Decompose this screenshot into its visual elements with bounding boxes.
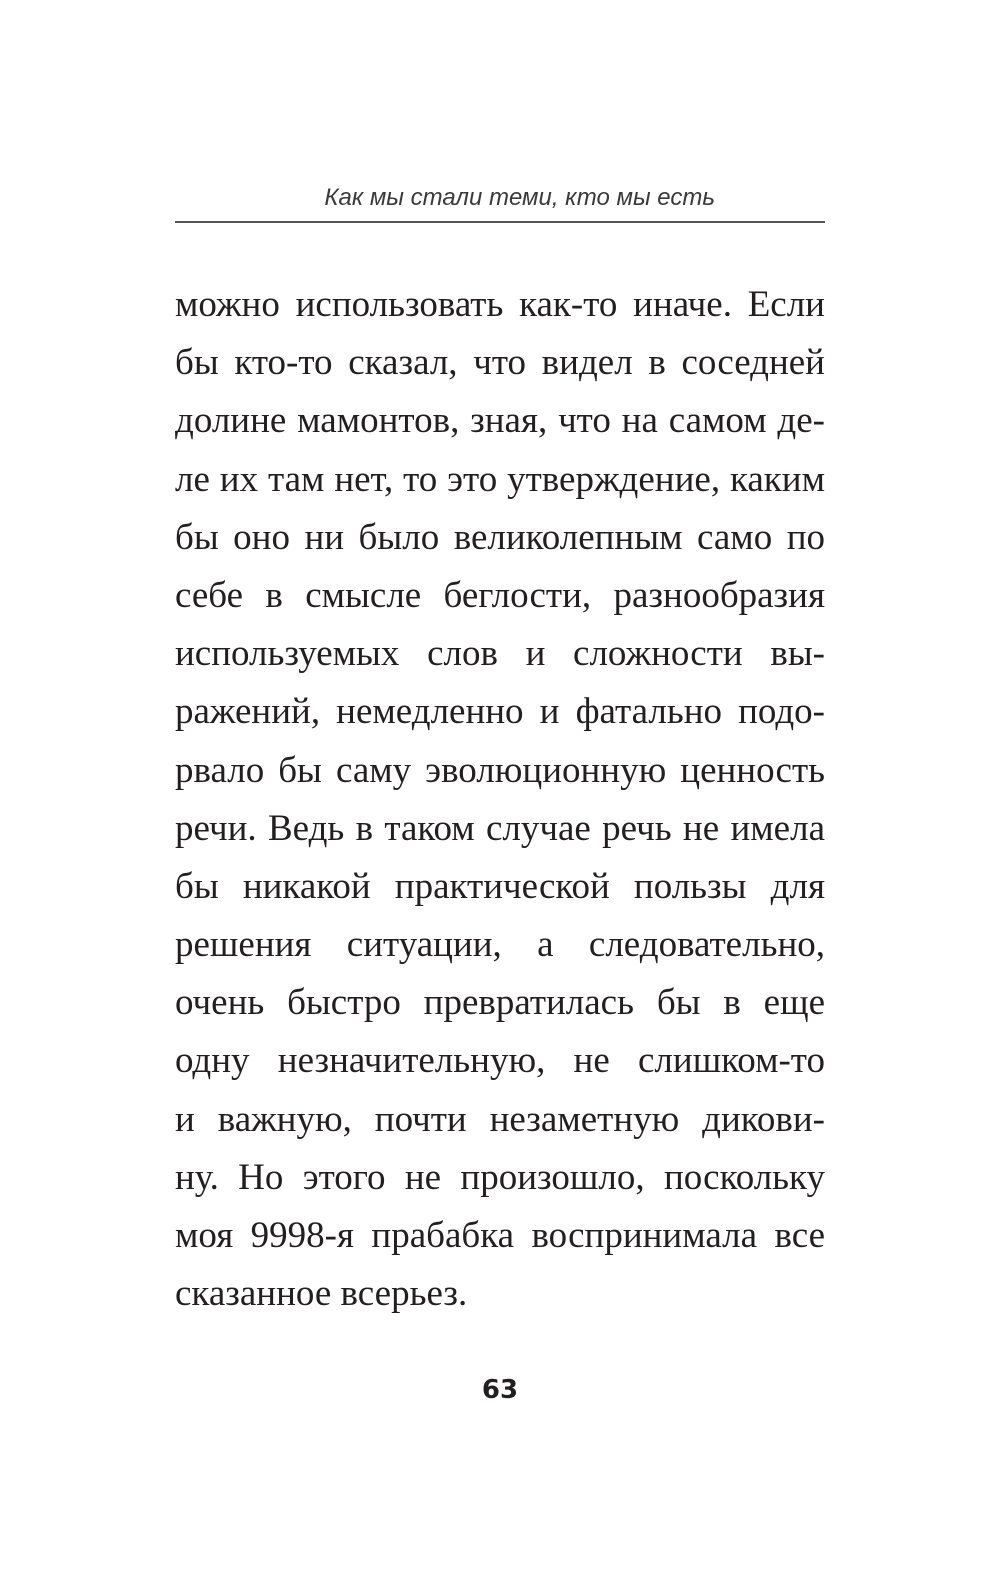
body-line: ну. Но этого не произошло, поскольку	[175, 1156, 825, 1198]
body-line: очень быстро превратилась бы в еще	[175, 982, 825, 1024]
body-line: одну незначительную, не слишком-то	[175, 1040, 825, 1082]
body-line: себе в смысле беглости, разнообразия	[175, 574, 825, 616]
body-line: сказанное всерьез.	[175, 1273, 468, 1315]
body-line: ражений, немедленно и фатально подо-	[175, 691, 825, 733]
header-rule	[175, 221, 825, 223]
body-line: ле их там нет, то это утверждение, каким	[175, 458, 825, 500]
running-header: Как мы стали теми, кто мы есть	[324, 184, 715, 211]
body-line: моя 9998-я прабабка воспринимала все	[175, 1215, 825, 1256]
body-line: можно использовать как-то иначе. Если	[175, 284, 825, 325]
body-line: используемых слов и сложности вы-	[175, 633, 825, 675]
body-text	[175, 276, 825, 1323]
body-line: долине мамонтов, зная, что на самом де-	[175, 400, 825, 442]
body-line: решения ситуации, а следовательно,	[175, 924, 825, 966]
body-line: бы никакой практической пользы для	[175, 865, 825, 907]
page-number: 63	[481, 1375, 519, 1405]
body-line: бы оно ни было великолепным само по	[175, 516, 825, 558]
body-line: речи. Ведь в таком случае речь не имела	[175, 807, 825, 849]
body-line: и важную, почти незаметную дикови-	[175, 1098, 825, 1140]
body-line: бы кто-то сказал, что видел в соседней	[175, 342, 825, 384]
body-line: рвало бы саму эволюционную ценность	[175, 749, 825, 791]
